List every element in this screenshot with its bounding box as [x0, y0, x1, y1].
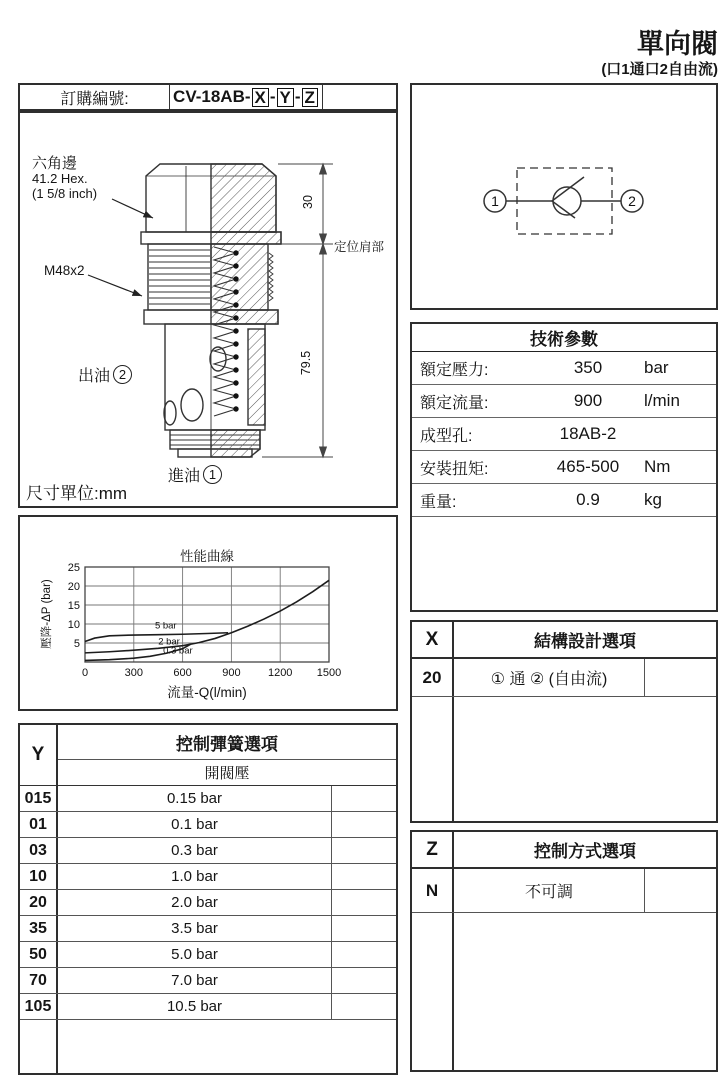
order-code-sep1: -: [269, 87, 276, 106]
spring-row-value: 1.0 bar: [171, 868, 218, 885]
spring-row-value: 3.5 bar: [171, 920, 218, 937]
tech-param-unit: l/min: [644, 391, 680, 410]
y-tick-label: 25: [67, 562, 80, 574]
hex-inch-label: (1 5/8 inch): [32, 186, 98, 202]
spring-code-column-extension: [20, 1020, 58, 1073]
thread-label: M48x2: [44, 263, 85, 278]
x-tick-label: 1500: [316, 667, 342, 679]
dim-79-5: 79.5: [299, 350, 314, 376]
table-row: [412, 352, 716, 385]
page-subtitle: (口1通口2自由流): [601, 61, 718, 79]
control-option-code: N: [412, 869, 454, 912]
order-code-z: Z: [302, 88, 318, 107]
hex-callout: [32, 155, 97, 202]
tech-param-value: 18AB-2: [559, 424, 617, 443]
control-options-header: [412, 832, 716, 869]
curve-2-bar: [85, 580, 329, 653]
outlet-port-label: [78, 363, 132, 386]
tech-params-title: 技術參數: [412, 324, 716, 352]
spring-row-value: 0.1 bar: [171, 816, 218, 833]
spring-row-code: 35: [20, 916, 58, 941]
check-valve-symbol: [412, 85, 716, 308]
order-code-table: [18, 83, 398, 111]
tech-param-value: 350: [573, 358, 603, 377]
table-row: [20, 786, 396, 812]
port-1-number: 1: [491, 193, 499, 209]
spring-row-value: 5.0 bar: [171, 946, 218, 963]
tech-param-value: 0.9: [576, 490, 600, 509]
table-row: [20, 968, 396, 994]
design-code-column-extension: [412, 697, 454, 821]
tech-param-label: 重量:: [420, 493, 457, 511]
performance-chart-svg: [20, 517, 396, 709]
control-options-empty-area: [412, 913, 716, 1070]
table-row: [412, 418, 716, 451]
curve-label: 2 bar: [158, 636, 180, 648]
design-option-empty-cell: [644, 659, 716, 696]
hex-size-label: 41.2 Hex.: [32, 171, 88, 187]
control-options-code-header: Z: [412, 832, 454, 867]
port-2-number: 2: [628, 193, 636, 209]
spring-table-title: 控制彈簧選項: [58, 725, 396, 760]
y-tick-label: 20: [67, 581, 80, 593]
table-row: [20, 994, 396, 1020]
design-options-title: 結構設計選項: [534, 632, 636, 651]
tech-param-label: 額定壓力:: [420, 361, 489, 379]
order-code-label: 訂購編號:: [20, 85, 170, 109]
page-title-block: [601, 30, 718, 79]
spring-table-empty-area: [20, 1020, 396, 1073]
spring-row-code: 105: [20, 994, 58, 1019]
design-options-header: [412, 622, 716, 659]
control-options-table: [410, 830, 718, 1072]
order-code-sep2: -: [294, 87, 301, 106]
spring-row-code: 70: [20, 968, 58, 993]
spring-table-header: [20, 725, 396, 786]
table-row: [412, 659, 716, 697]
spring-row-empty-cell: [331, 890, 396, 915]
order-code-prefix: CV-18AB-: [173, 87, 251, 106]
valve-drawing-panel: [18, 111, 398, 508]
plot-border: [85, 567, 329, 662]
table-row: [20, 812, 396, 838]
table-row: [412, 484, 716, 517]
spring-row-empty-cell: [331, 968, 396, 993]
inlet-text: 進油: [168, 468, 201, 485]
chart-ylabel: 壓降-ΔP (bar): [41, 579, 53, 649]
table-row: [412, 869, 716, 913]
spring-row-value: 0.3 bar: [171, 842, 218, 859]
spring-row-empty-cell: [331, 916, 396, 941]
design-option-value: ① 通 ② (自由流): [490, 671, 608, 688]
spring-row-code: 20: [20, 890, 58, 915]
table-row: [412, 451, 716, 484]
table-row: [412, 385, 716, 418]
spring-row-value: 10.5 bar: [166, 998, 223, 1015]
table-row: [20, 942, 396, 968]
tech-param-label: 安裝扭矩:: [420, 460, 489, 478]
tech-param-value: 900: [573, 391, 603, 410]
spring-row-code: 50: [20, 942, 58, 967]
x-tick-label: 0: [81, 667, 89, 679]
design-option-code: 20: [412, 659, 454, 696]
spring-row-empty-cell: [331, 864, 396, 889]
chart-plot-area: [68, 562, 341, 679]
tech-param-label: 額定流量:: [420, 394, 489, 412]
table-row: [20, 916, 396, 942]
design-options-table: [410, 620, 718, 823]
order-code-x: X: [252, 88, 269, 107]
inlet-port-number: 1: [203, 465, 222, 484]
tech-param-unit: kg: [644, 490, 662, 509]
spring-row-code: 10: [20, 864, 58, 889]
y-tick-label: 15: [67, 600, 80, 612]
spring-options-table: [18, 723, 398, 1075]
spring-row-empty-cell: [331, 812, 396, 837]
x-tick-label: 300: [124, 667, 143, 679]
check-ball: [553, 187, 581, 215]
dim-30: 30: [300, 195, 315, 209]
order-code-y: Y: [277, 88, 294, 107]
spring-row-code: 015: [20, 786, 58, 811]
table-row: [20, 890, 396, 916]
curve-label: 5 bar: [154, 620, 177, 632]
spring-row-empty-cell: [331, 942, 396, 967]
control-code-column-extension: [412, 913, 454, 1070]
chart-title: 性能曲線: [180, 549, 234, 564]
shoulder-label: 定位肩部: [334, 240, 385, 254]
order-code-empty-cell: [323, 85, 396, 109]
design-options-empty-area: [412, 697, 716, 821]
spring-row-empty-cell: [331, 838, 396, 863]
inlet-port-label: [168, 463, 222, 486]
chart-xlabel: 流量-Q(l/min): [167, 685, 247, 700]
hex-label: 六角邊: [32, 155, 78, 172]
spring-row-value: 2.0 bar: [171, 894, 218, 911]
page-title: 單向閥: [637, 29, 718, 59]
spring-row-empty-cell: [331, 786, 396, 811]
dimension-unit-note: 尺寸單位:mm: [26, 484, 128, 503]
spring-row-value: 0.15 bar: [166, 790, 223, 807]
tech-param-unit: Nm: [644, 457, 671, 476]
leader-arrows: [88, 199, 153, 296]
spring-row-code: 03: [20, 838, 58, 863]
curve-label: 0.3 bar: [163, 645, 193, 657]
control-option-empty-cell: [644, 869, 716, 912]
y-tick-label: 10: [67, 619, 80, 631]
tech-param-unit: bar: [644, 358, 669, 377]
spring-table-subtitle: 開閥壓: [204, 765, 250, 782]
outlet-text: 出油: [78, 368, 111, 385]
outlet-port-number: 2: [113, 365, 132, 384]
spring-row-empty-cell: [331, 994, 396, 1019]
tech-params-table: [410, 322, 718, 612]
control-option-value: 不可調: [524, 884, 573, 901]
hydraulic-symbol-panel: [410, 83, 718, 310]
table-row: [20, 838, 396, 864]
x-tick-label: 1200: [267, 667, 293, 679]
order-code-value: [170, 85, 323, 109]
performance-chart: [18, 515, 398, 711]
x-tick-label: 600: [173, 667, 192, 679]
y-tick-label: 5: [73, 638, 80, 650]
table-row: [20, 864, 396, 890]
tech-param-label: 成型孔:: [420, 427, 473, 445]
design-options-code-header: X: [412, 622, 454, 657]
tech-param-value: 465-500: [556, 457, 620, 476]
x-tick-label: 900: [222, 667, 241, 679]
control-options-title: 控制方式選項: [534, 842, 636, 861]
spring-code-header: Y: [20, 725, 58, 785]
spring-row-code: 01: [20, 812, 58, 837]
spring-row-value: 7.0 bar: [171, 972, 218, 989]
